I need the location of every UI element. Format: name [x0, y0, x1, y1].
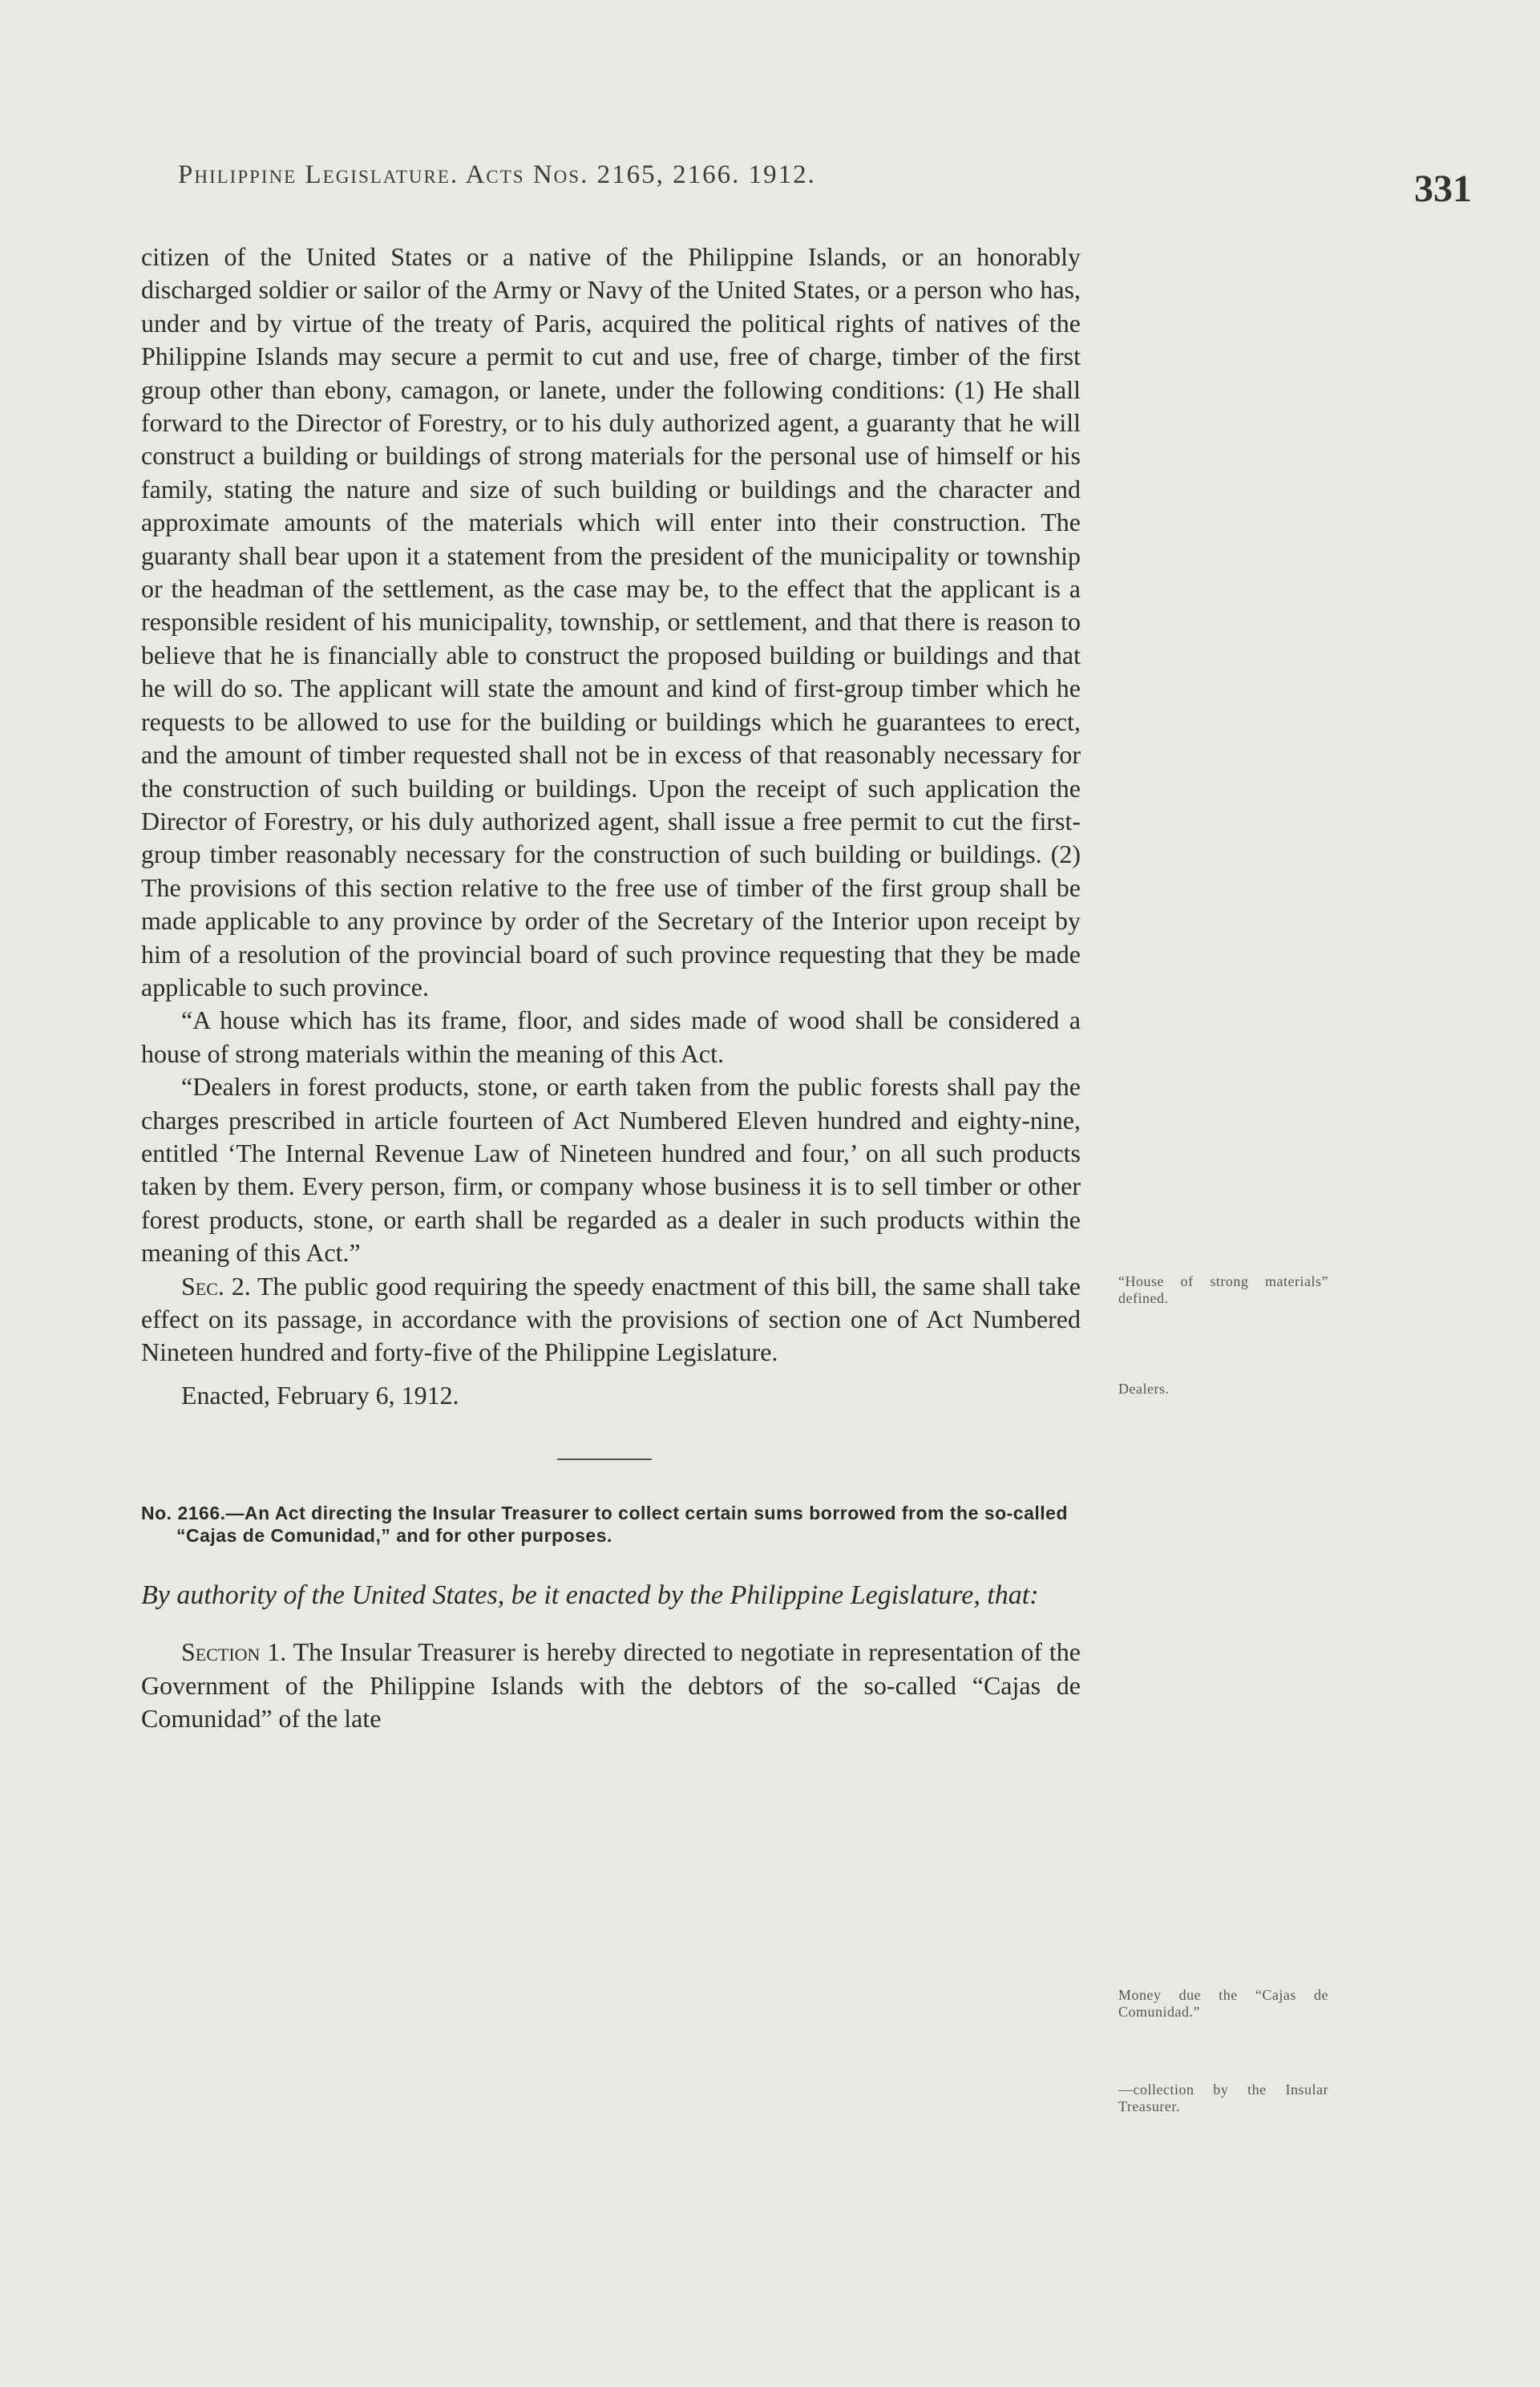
section-1-label: Section 1. [181, 1637, 287, 1667]
margin-note-collection: —collection by the Insular Treasurer. [1118, 2082, 1328, 2114]
margin-note-money-due: Money due the “Cajas de Comunidad.” [1118, 1987, 1328, 2020]
paragraph-dealers: “Dealers in forest products, stone, or earth taken from the public forests shall pay the charges prescribed in article fourteen of Act Numbered Eleven hundred and eighty-nine, entitled ‘The Internal Revenue Law of Nineteen hundred and four,’ on all such products taken by them. Every person, firm, or company whose business it is to sell timber or other forest products, stone, or earth shall be regarded as a dealer in such products within the meaning of this Act.” [141, 1072, 1081, 1268]
enacting-clause: By authority of the United States, be it enacted by the Philippine Legislature, that: [141, 1580, 1039, 1611]
section-2-text: The public good requiring the speedy enactment of this bill, the same shall take effect on its passage, in accordance with the provisions of section one of Act Numbered Nineteen hundred and forty-five of the Philippine Legislature. [141, 1271, 1081, 1367]
main-text-column [141, 241, 1081, 1735]
section-1-text: The Insular Treasurer is hereby directed to negotiate in representation of the Government of the Philippine Islands with the debtors of the so-called “Cajas de Comunidad” of the late [141, 1637, 1081, 1734]
enacted-date: Enacted, February 6, 1912. [181, 1380, 459, 1410]
paragraph-section-1 [141, 1636, 1081, 1735]
paragraph-continuation: citizen of the United States or a native of the Philippine Islands, or an honorably discharged soldier or sailor of the Army or Navy of the United States, or a person who has, under and by virtue of the treaty of Paris, acquired the political rights of natives of the Philippine Islands may secure a permit to cut and use, free of charge, timber of the first group other than ebony, camagon, or lanete, under the following conditions: (1) He shall forward to the Director of Forestry, or to his duly authorized agent, a guaranty that he will construct a building or buildings of strong materials for the personal use of himself or his family, stating the nature and size of such building or buildings and the character and approximate amounts of the materials which will enter into their construction. The guaranty shall bear upon it a statement from the president of the municipality or township or the headman of the settlement, as the case may be, to the effect that the applicant is a responsible resident of his municipality, township, or settlement, and that there is reason to believe that he is financially able to construct the proposed building or buildings and that he will do so. The applicant will state the amount and kind of first-group timber which he requests to be allowed to use for the building or buildings which he guarantees to erect, and the amount of timber requested shall not be in excess of that reasonably necessary for the construction of such building or buildings. Upon the receipt of such application the Director of Forestry, or his duly authorized agent, shall issue a free permit to cut the first-group timber reasonably necessary for the construction of such building or buildings. (2) The provisions of this section relative to the free use of timber of the first group shall be made applicable to any province by order of the Secretary of the Interior upon receipt by him of a resolution of the provincial board of such province requesting that they be made applicable to such province. [141, 242, 1081, 1001]
running-header: Philippine Legislature. Acts Nos. 2165, 2166. 1912. [178, 160, 816, 189]
margin-note-house-definition: “House of strong materials” defined. [1118, 1273, 1328, 1306]
section-divider [557, 1458, 652, 1460]
paragraph-house-definition: “A house which has its frame, floor, and sides made of wood shall be considered a house of strong materials within the meaning of this Act. [141, 1005, 1081, 1068]
page-number: 331 [1414, 168, 1472, 210]
paragraph-section-2 [141, 1270, 1081, 1369]
act-2166-title: No. 2166.—An Act directing the Insular Treasurer to collect certain sums borrowed from the so-called “Cajas de Comunidad,” and for other purposes. [141, 1503, 1068, 1547]
section-2-label: Sec. 2. [181, 1271, 251, 1301]
margin-note-dealers: Dealers. [1118, 1381, 1170, 1397]
